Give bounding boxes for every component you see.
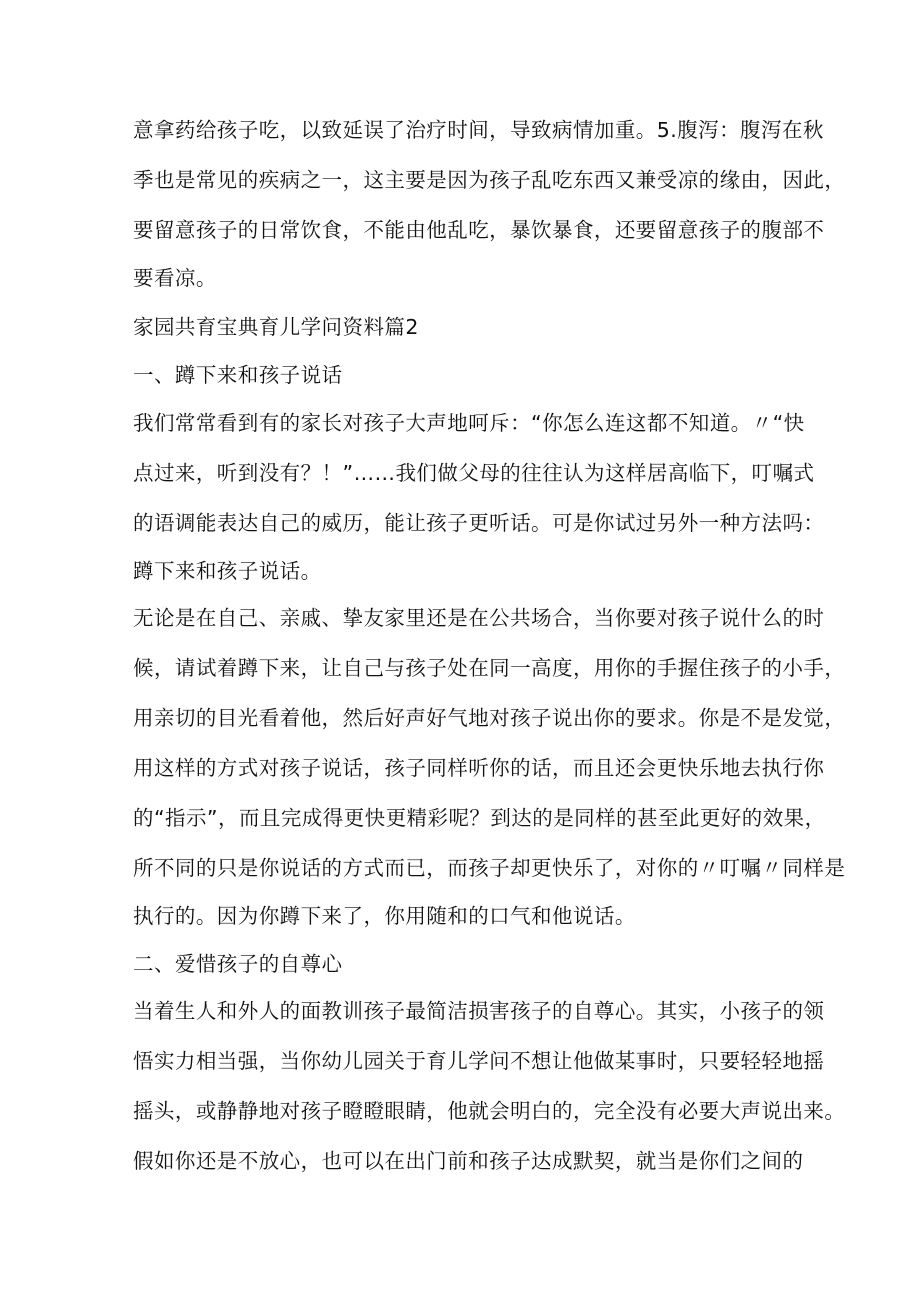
article-title: 家园共育宝典育儿学问资料篇2 bbox=[133, 315, 419, 339]
paragraph-line: 用亲切的目光看着他，然后好声好气地对孩子说出你的要求。你是不是发觉， bbox=[133, 706, 846, 730]
section-heading-1: 一、蹲下来和孩子说话 bbox=[133, 363, 343, 387]
paragraph-line: 当着生人和外人的面教训孩子最简洁损害孩子的自尊心。其实，小孩子的领 bbox=[133, 999, 825, 1023]
paragraph-line: 的“指示”，而且完成得更快更精彩呢？到达的是同样的甚至此更好的效果， bbox=[133, 806, 826, 830]
paragraph-line: 执行的。因为你蹲下来了，你用随和的口气和他说话。 bbox=[133, 904, 636, 928]
paragraph-line: 所不同的只是你说话的方式而已，而孩子却更快乐了，对你的〃叮嘱〃同样是 bbox=[133, 856, 846, 880]
paragraph-line: 悟实力相当强，当你幼儿园关于育儿学问不想让他做某事时，只要轻轻地摇 bbox=[133, 1049, 825, 1073]
intro-line: 意拿药给孩子吃，以致延误了治疗时间，导致病情加重。5.腹泻：腹泻在秋 bbox=[133, 118, 824, 142]
paragraph-line: 候，请试着蹲下来，让自己与孩子处在同一高度，用你的手握住孩子的小手， bbox=[133, 656, 846, 680]
intro-line: 要看凉。 bbox=[133, 266, 217, 290]
section-heading-2: 二、爱惜孩子的自尊心 bbox=[133, 952, 343, 976]
paragraph-line: 的语调能表达自己的威历，能让孩子更听话。可是你试过另外一种方法吗： bbox=[133, 511, 825, 535]
paragraph-line: 点过来，听到没有？！”……我们做父母的往往认为这样居高临下，叮嘱式 bbox=[133, 461, 815, 485]
paragraph-line: 假如你还是不放心，也可以在出门前和孩子达成默契，就当是你们之间的 bbox=[133, 1149, 804, 1173]
intro-line: 要留意孩子的日常饮食，不能由他乱吃，暴饮暴食，还要留意孩子的腹部不 bbox=[133, 218, 825, 242]
intro-line: 季也是常见的疾病之一，这主要是因为孩子乱吃东西又兼受凉的缘由，因此， bbox=[133, 168, 846, 192]
paragraph-line: 摇头，或静静地对孩子瞪瞪眼睛，他就会明白的，完全没有必要大声说出来。 bbox=[133, 1099, 846, 1123]
paragraph-line: 蹲下来和孩子说话。 bbox=[133, 559, 322, 583]
paragraph-line: 我们常常看到有的家长对孩子大声地呵斥：“你怎么连这都不知道。〃“快 bbox=[133, 411, 805, 435]
paragraph-line: 无论是在自己、亲戚、挚友家里还是在公共场合，当你要对孩子说什么的时 bbox=[133, 606, 825, 630]
paragraph-line: 用这样的方式对孩子说话，孩子同样听你的话，而且还会更快乐地去执行你 bbox=[133, 756, 825, 780]
